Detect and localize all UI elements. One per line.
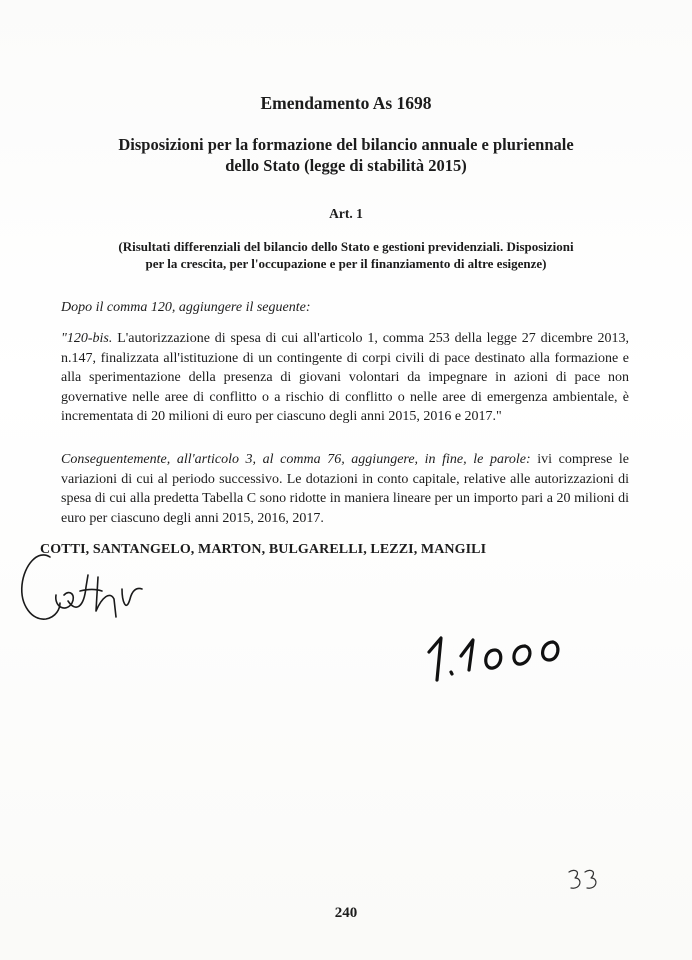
consequential-lead: Conseguentemente, all'articolo 3, al comma 76, aggiungere, in fine, le parole: [61, 452, 531, 467]
amendment-intro: Dopo il comma 120, aggiungere il seguente: [61, 300, 311, 315]
amendment-prefix: "120-bis. [61, 331, 113, 346]
handwritten-number-drawing [425, 620, 585, 690]
document-title: Emendamento As 1698 [260, 93, 432, 113]
consequential-body: ivi comprese le variazioni di cui al periodo successivo. Le dotazioni in conto capitale, relative alle autorizzazioni di spesa di cui alla predetta Tabella C sono ridotte in maniera lineare per un importo pari a 20 milioni di euro per ciascuno degli anni 2015, 2016, 2017. [61, 452, 629, 526]
consequential-paragraph [61, 450, 629, 528]
article-description [0, 238, 692, 272]
amendment-body: L'autorizzazione di spesa di cui all'articolo 1, comma 253 della legge 27 dicembre 2013, n.147, finalizzata all'istituzione di un contingente di corpi civili di pace destinato alla formazione e alla sperimentazione della presenza di giovani volontari da impegnare in azioni di pace non governative nelle aree di conflitto o a rischio di conflitto o nelle aree di emergenza ambientale, è incrementata di 20 milioni di euro per ciascuno degli anni 2015, 2016 e 2017." [61, 331, 629, 424]
page-number: 240 [334, 905, 358, 921]
handwritten-signature [10, 535, 150, 635]
article-description-line-2: per la crescita, per l'occupazione e per il finanziamento di altre esigenze) [145, 256, 547, 271]
signers-list: COTTI, SANTANGELO, MARTON, BULGARELLI, LEZZI, MANGILI [40, 542, 487, 557]
document-subtitle [0, 134, 692, 176]
article-description-line-1: (Risultati differenziali del bilancio dello Stato e gestioni previdenziali. Disposizioni [118, 239, 574, 254]
handwritten-page-mark [565, 866, 605, 896]
subtitle-line-1: Disposizioni per la formazione del bilancio annuale e pluriennale [118, 135, 574, 154]
subtitle-line-2: dello Stato (legge di stabilità 2015) [225, 156, 467, 175]
article-heading: Art. 1 [329, 206, 363, 221]
amendment-paragraph [61, 329, 629, 427]
